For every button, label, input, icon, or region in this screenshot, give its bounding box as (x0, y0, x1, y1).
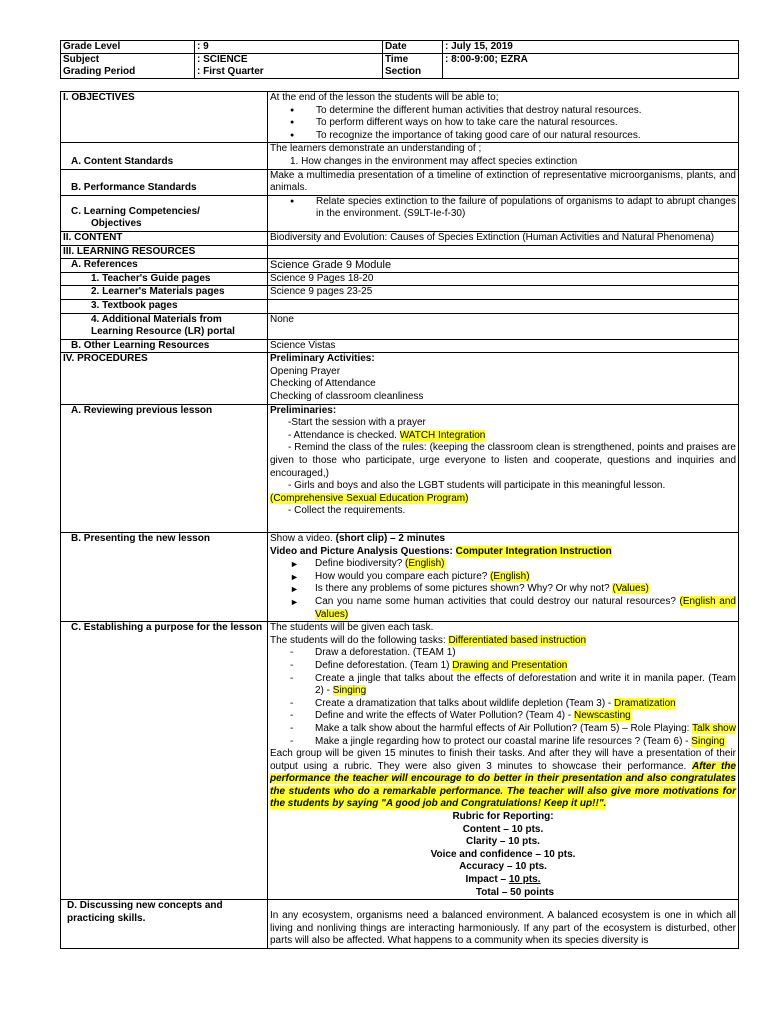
grade-level-value: : 9 (195, 41, 383, 54)
objectives-intro: At the end of the lesson the students will be able to; (270, 92, 499, 103)
competencies-label: C. Learning Competencies/ Objectives (61, 195, 268, 231)
procedures-label: IV. PROCEDURES (61, 353, 268, 404)
presenting-label: B. Presenting the new lesson (61, 533, 268, 622)
additional-materials-label: 4. Additional Materials from Learning Resource (LR) portal (61, 313, 268, 339)
establishing-label: C. Establishing a purpose for the lesson (61, 622, 268, 900)
reviewing-line: -Start the session with a prayer (288, 417, 426, 429)
competencies-cell (268, 195, 739, 231)
reviewing-line: - Remind the class of the rules: (keeping the classroom clean is strengthened, points and praises are given to those who participate, urge everyone to listen and cooperate, questions and inquiries and encouraged,) (270, 442, 736, 479)
objectives-list (270, 105, 736, 143)
content-standards-item: 1. How changes in the environment may affect species extinction (290, 155, 578, 167)
rubric-item: Impact – 10 pts. (465, 874, 541, 886)
establishing-row (61, 622, 739, 900)
presenting-row (61, 533, 739, 622)
rubric-item: Voice and confidence – 10 pts. (430, 848, 576, 860)
subject-value: : SCIENCE : First Quarter (195, 54, 383, 79)
other-resources-value: Science Vistas (268, 339, 739, 353)
list-item: - Make a jingle regarding how to protect our coastal marine life resources ? (Team 6) - Singing (290, 736, 736, 749)
grade-level-label: Grade Level (61, 41, 195, 54)
reviewing-cell (268, 404, 739, 532)
list-item: - Define and write the effects of Water Pollution? (Team 4) - Newscasting (290, 710, 736, 723)
performance-standards-label: B. Performance Standards (61, 169, 268, 195)
performance-standards-row (61, 169, 739, 195)
establishing-line: The students will do the following tasks: Differentiated based instruction (270, 634, 587, 646)
performance-standards-text: Make a multimedia presentation of a timeline of extinction of representative microorganisms, plants, and animals. (268, 169, 739, 195)
reviewing-title: Preliminaries: (270, 404, 337, 416)
resources-row (61, 245, 739, 259)
reviewing-label: A. Reviewing previous lesson (61, 404, 268, 532)
time-value: : 8:00-9:00; EZRA (443, 54, 739, 79)
reviewing-line: - Collect the requirements. (288, 505, 406, 517)
list-item: - Draw a deforestation. (TEAM 1) (290, 647, 736, 660)
list-item: - Define deforestation. (Team 1) Drawing and Presentation (290, 660, 736, 673)
list-item: ● To perform different ways on how to take care the natural resources. (290, 117, 736, 130)
teachers-guide-value: Science 9 Pages 18-20 (268, 272, 739, 286)
list-item: - Make a talk show about the harmful effects of Air Pollution? (Team 5) – Role Playing: Talk show (290, 723, 736, 736)
list-item: - Create a jingle that talks about the effects of deforestation and write it in manila paper. (Team 2) - Singing (290, 673, 736, 698)
references-value: Science Grade 9 Module (268, 259, 739, 273)
date-label: Date (383, 41, 443, 54)
reviewing-row (61, 404, 739, 532)
additional-materials-value: None (268, 313, 739, 339)
list-item: ► How would you compare each picture? (English) (290, 570, 530, 582)
discussing-text: In any ecosystem, organisms need a balanced environment. A balanced ecosystem is one in which all living and nonliving things are interacting harmoniously. If any part of the ecosystem is disturbed, other parts will also be affected. What happens to a community when its species diversity is (268, 900, 739, 949)
content-row (61, 231, 739, 245)
content-standards-label: A. Content Standards (61, 143, 268, 169)
list-item: Opening Prayer (270, 365, 341, 377)
presenting-cell (268, 533, 739, 622)
content-standards-cell (268, 143, 739, 169)
list-item: Checking of Attendance (270, 378, 376, 390)
prelim-title: Preliminary Activities: (270, 353, 375, 365)
procedures-row (61, 353, 739, 404)
list-item: - Create a dramatization that talks about wildlife depletion (Team 3) - Dramatization (290, 698, 736, 711)
time-label: Time Section (383, 54, 443, 79)
discussing-row (61, 900, 739, 949)
objectives-cell (268, 92, 739, 143)
content-text: Biodiversity and Evolution: Causes of Species Extinction (Human Activities and Natural Phenomena) (268, 231, 739, 245)
content-standards-intro: The learners demonstrate an understanding of ; (270, 143, 482, 155)
list-item: ► Define biodiversity? (English) (290, 558, 445, 570)
rubric-item: Accuracy – 10 pts. (459, 861, 547, 873)
references-label: A. References (61, 259, 268, 273)
learners-materials-value: Science 9 pages 23-25 (268, 286, 739, 300)
presenting-line: Video and Picture Analysis Questions: Computer Integration Instruction (270, 545, 612, 557)
list-item: ● To determine the different human activities that destroy natural resources. (290, 105, 736, 118)
other-resources-label: B. Other Learning Resources (61, 339, 268, 353)
resources-label: III. LEARNING RESOURCES (61, 245, 268, 259)
questions-list (270, 558, 736, 621)
establishing-paragraph: Each group will be given 15 minutes to finish their tasks. And after they will have a presentation of their output using a rubric. They were also given 3 minutes to showcase their performance. After the performance the teacher will encourage to do better in their presentation and also congratulates the students who do a remarkable performance. The teacher will also give more motivations for the students by saying "A good job and Congratulations! Keep it up!!". (270, 748, 736, 810)
lesson-plan-table (60, 91, 739, 949)
list-item: Checking of classroom cleanliness (270, 391, 424, 403)
rubric-item: Content – 10 pts. (462, 823, 544, 835)
rubric-item: Clarity – 10 pts. (466, 836, 540, 848)
establishing-cell (268, 622, 739, 900)
rubric-title: Rubric for Reporting: (452, 811, 554, 823)
list-item: ► Is there any problems of some pictures shown? Why? Or why not? (Values) (290, 583, 649, 595)
reviewing-line: (Comprehensive Sexual Education Program) (270, 492, 469, 504)
content-label: II. CONTENT (61, 231, 268, 245)
subject-label: Subject Grading Period (61, 54, 195, 79)
procedures-cell (268, 353, 739, 404)
header-table (60, 40, 739, 79)
list-item: ► Can you name some human activities that could destroy our natural resources? (English and Values) (290, 595, 736, 620)
list-item: ● Relate species extinction to the failure of populations of organisms to adapt to abrupt changes in the environment. (S9LT-Ie-f-30) (290, 196, 736, 221)
competencies-list (270, 196, 736, 221)
reviewing-line: - Girls and boys and also the LGBT students will participate in this meaningful lesson. (288, 480, 666, 492)
reviewing-line: - Attendance is checked. WATCH Integration (288, 429, 486, 441)
establishing-line: The students will be given each task. (270, 622, 434, 634)
tasks-list (270, 647, 736, 748)
objectives-row (61, 92, 739, 143)
date-value: : July 15, 2019 (443, 41, 739, 54)
teachers-guide-label: 1. Teacher's Guide pages (61, 272, 268, 286)
list-item: ● To recognize the importance of taking good care of our natural resources. (290, 130, 736, 143)
presenting-line: Show a video. (short clip) – 2 minutes (270, 533, 446, 544)
rubric-block (270, 811, 736, 899)
content-standards-row (61, 143, 739, 169)
rubric-total: Total – 50 points (475, 886, 555, 898)
objectives-label: I. OBJECTIVES (61, 92, 268, 143)
discussing-label: D. Discussing new concepts and practicing skills. (61, 900, 268, 949)
competencies-row (61, 195, 739, 231)
learners-materials-label: 2. Learner's Materials pages (61, 286, 268, 300)
textbook-label: 3. Textbook pages (61, 299, 268, 313)
